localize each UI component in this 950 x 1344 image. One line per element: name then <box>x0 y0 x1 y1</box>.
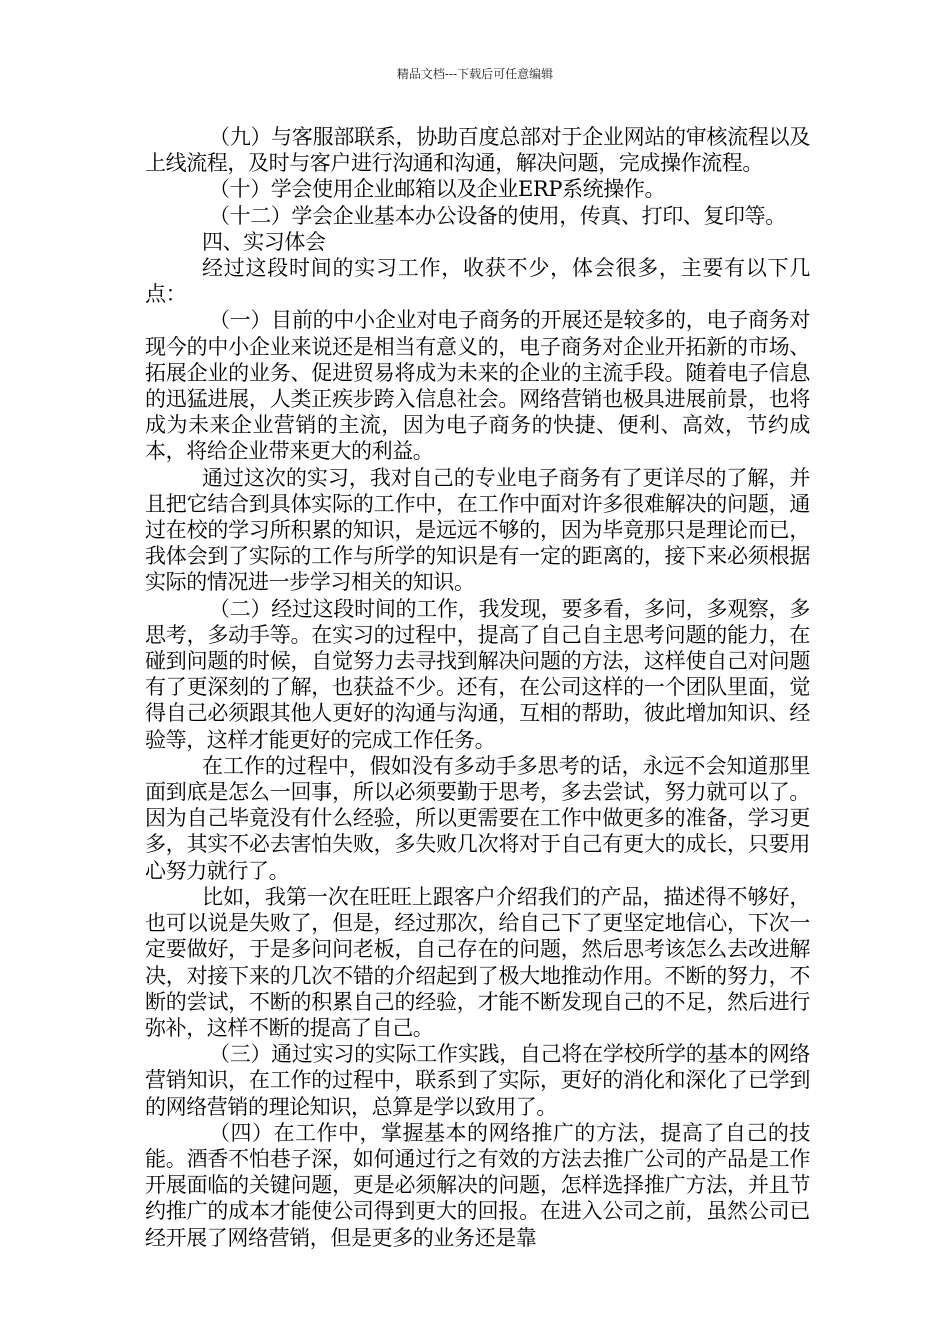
paragraph-point-2-detail: 在工作的过程中，假如没有多动手多思考的话，永远不会知道那里面到底是怎么一回事，所以必须要勤于思考，多去尝试，努力就可以了。因为自己毕竟没有什么经验，所以更需要在工作中做更多的准备，学习更多，其实不必去害怕失败，多失败几次将对于自己有更大的成长，只要用心努力就行了。 <box>145 753 810 883</box>
paragraph-10: （十）学会使用企业邮箱以及企业ERP系统操作。 <box>209 177 666 202</box>
paragraph-point-2-example: 比如，我第一次在旺旺上跟客户介绍我们的产品，描述得不够好，也可以说是失败了，但是，经过那次，给自己下了更坚定地信心，下次一定要做好，于是多问问老板，自己存在的问题，然后思考该怎么去改进解决，对接下来的几次不错的介绍起到了极大地推动作用。不断的努力，不断的尝试，不断的积累自己的经验，才能不断发现自己的不足，然后进行弥补，这样不断的提高了自己。 <box>145 884 810 1040</box>
paragraph-point-1-detail: 通过这次的实习，我对自己的专业电子商务有了更详尽的了解，并且把它结合到具体实际的工作中，在工作中面对许多很难解决的问题，通过在校的学习所积累的知识，是远远不够的，因为毕竟那只是理论而已，我体会到了实际的工作与所学的知识是有一定的距离的，接下来必须根据实际的情况进一步学习相关的知识。 <box>145 465 810 595</box>
paragraph-intro: 经过这段时间的实习工作，收获不少，体会很多，主要有以下几点： <box>145 256 810 307</box>
paragraph-point-1: （一）目前的中小企业对电子商务的开展还是较多的，电子商务对现今的中小企业来说还是相当有意义的，电子商务对企业开拓新的市场、拓展企业的业务、促进贸易将成为未来的企业的主流手段。随着电子信息的迅猛进展，人类正疾步跨入信息社会。网络营销也极具进展前景，也将成为未来企业营销的主流，因为电子商务的快捷、便利、高效，节约成本，将给企业带来更大的利益。 <box>145 308 810 464</box>
section-heading: 四、实习体会 <box>202 229 326 254</box>
paragraph-point-2: （二）经过这段时间的工作，我发现，要多看，多问，多观察，多思考，多动手等。在实习的过程中，提高了自己自主思考问题的能力，在碰到问题的时候，自觉努力去寻找到解决问题的方法，这样使自己对问题有了更深刻的了解，也获益不少。还有，在公司这样的一个团队里面，觉得自己必须跟其他人更好的沟通与沟通，互相的帮助，彼此增加知识、经验等，这样才能更好的完成工作任务。 <box>145 596 810 752</box>
paragraph-point-4: （四）在工作中，掌握基本的网络推广的方法，提高了自己的技能。酒香不怕巷子深，如何通过行之有效的方法去推广公司的产品是工作开展面临的关键问题，更是必须解决的问题，怎样选择推广方法，并且节约推广的成本才能使公司得到更大的回报。在进入公司之前，虽然公司已经开展了网络营销，但是更多的业务还是靠 <box>145 1120 810 1250</box>
paragraph-12: （十二）学会企业基本办公设备的使用，传真、打印、复印等。 <box>209 203 786 228</box>
document-body <box>145 124 810 1251</box>
page-header: 精品文档---下载后可任意编辑 <box>396 67 554 81</box>
paragraph-9: （九）与客服部联系，协助百度总部对于企业网站的审核流程以及上线流程，及时与客户进行沟通和沟通，解决问题，完成操作流程。 <box>145 125 810 176</box>
paragraph-point-3: （三）通过实习的实际工作实践，自己将在学校所学的基本的网络营销知识，在工作的过程中，联系到了实际，更好的消化和深化了已学到的网络营销的理论知识，总算是学以致用了。 <box>145 1042 810 1119</box>
